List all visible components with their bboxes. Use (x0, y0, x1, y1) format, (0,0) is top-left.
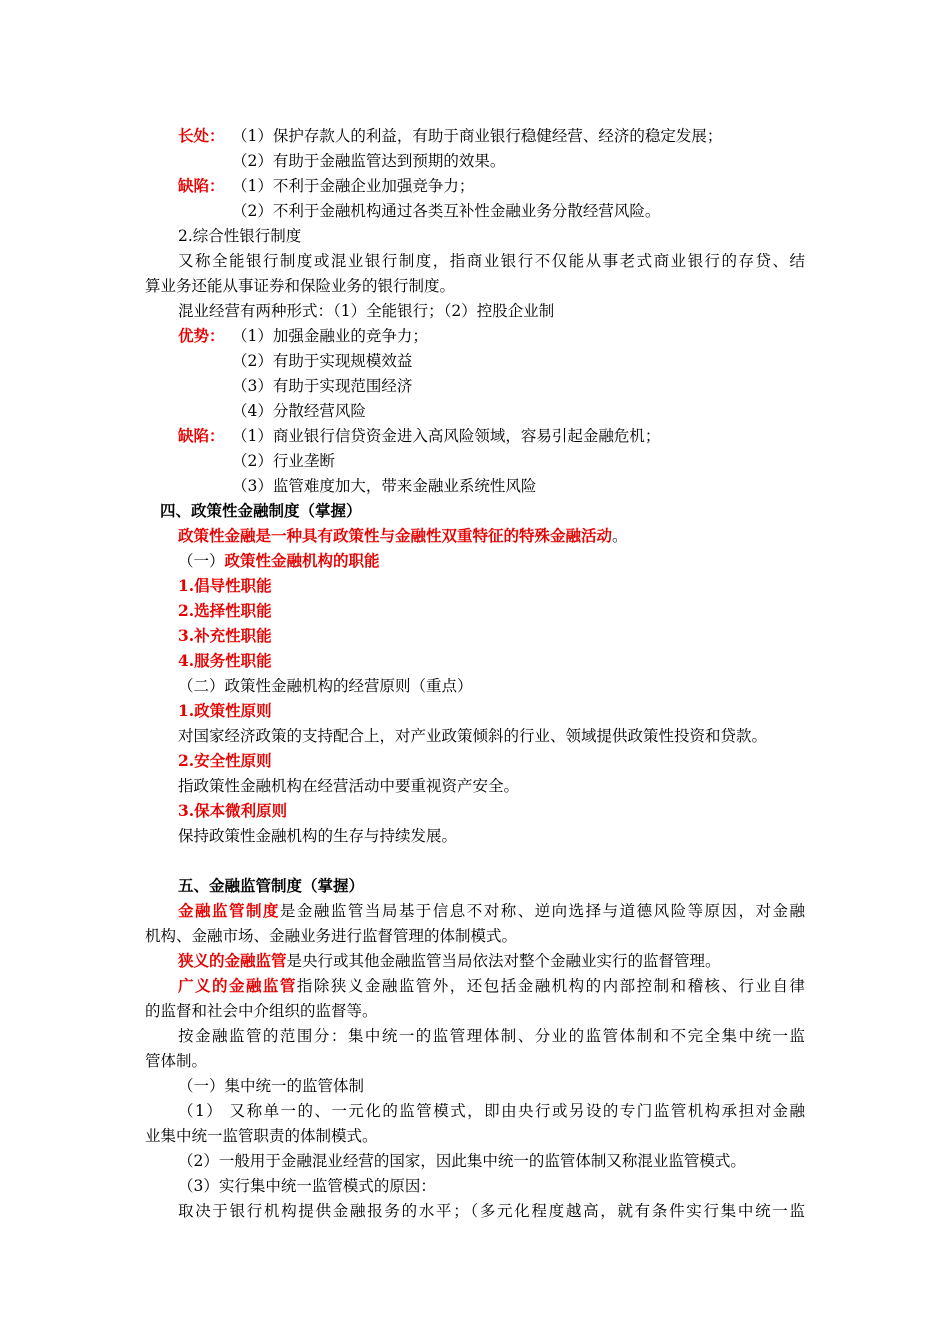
broad-term: 广义的金融监管 (178, 976, 297, 995)
broad-supervision-line-1 (178, 974, 805, 998)
adv-item-1: （1）加强金融业的竞争力； (232, 327, 428, 345)
unified-point-3: （3）实行集中统一监管模式的原因： (178, 1177, 436, 1195)
unified-reason: 取决于银行机构提供金融报务的水平；（多元化程度越高，就有条件实行集中统一监 (178, 1202, 805, 1220)
pros-item-2: （2）有助于金融监管达到预期的效果。 (232, 152, 506, 170)
cons-item-1: （1）不利于金融企业加强竞争力； (232, 177, 475, 195)
adv-label: 优势： (178, 326, 225, 345)
section-4-heading: 四、政策性金融制度（掌握） (160, 501, 362, 520)
section-5-heading: 五、金融监管制度（掌握） (178, 876, 365, 895)
function-2: 2.选择性职能 (178, 601, 272, 620)
subsection-1-prefix: （一） (178, 552, 225, 570)
disadv-item-2: （2）行业垄断 (232, 452, 335, 470)
principle-3-text: 保持政策性金融机构的生存与持续发展。 (178, 827, 458, 845)
universal-def-line-2: 算业务还能从事证券和保险业务的银行制度。 (145, 277, 456, 295)
supervision-def-line-1 (178, 899, 805, 923)
function-4: 4.服务性职能 (178, 651, 272, 670)
disadv-item-3: （3）监管难度加大，带来金融业系统性风险 (232, 477, 537, 495)
supervision-term: 金融监管制度 (178, 901, 280, 920)
pros-label: 长处： (178, 126, 225, 145)
principle-1-text: 对国家经济政策的支持配合上，对产业政策倾斜的行业、领域提供政策性投资和贷款。 (178, 727, 768, 745)
supervision-def-line-2: 机构、金融市场、金融业务进行监督管理的体制模式。 (145, 927, 518, 945)
scope-line-2: 管体制。 (145, 1052, 208, 1070)
function-1: 1.倡导性职能 (178, 576, 272, 595)
subsection-1-heading (178, 549, 380, 573)
unified-point-1-line-2: 业集中统一监管职责的体制模式。 (145, 1127, 378, 1145)
adv-item-3: （3）有助于实现范围经济 (232, 377, 413, 395)
principle-2-text: 指政策性金融机构在经营活动中要重视资产安全。 (178, 777, 520, 795)
scope-line-1: 按金融监管的范围分：集中统一的监管理体制、分业的监管体制和不完全集中统一监 (178, 1027, 805, 1045)
pros-item-1: （1）保护存款人的利益，有助于商业银行稳健经营、经济的稳定发展； (232, 127, 723, 145)
narrow-term: 狭义的金融监管 (178, 951, 287, 970)
adv-item-4: （4）分散经营风险 (232, 402, 366, 420)
principle-1: 1.政策性原则 (178, 701, 272, 720)
cons-item-2: （2）不利于金融机构通过各类互补性金融业务分散经营风险。 (232, 202, 661, 220)
mixed-forms: 混业经营有两种形式：（1）全能银行；（2）控股企业制 (178, 302, 555, 320)
broad-supervision-line-2: 的监督和社会中介组织的监督等。 (145, 1002, 378, 1020)
cons-label: 缺陷： (178, 176, 225, 195)
disadv-label: 缺陷： (178, 426, 225, 445)
adv-item-2: （2）有助于实现规模效益 (232, 352, 413, 370)
universal-def-line-1: 又称全能银行制度或混业银行制度，指商业银行不仅能从事老式商业银行的存贷、结 (178, 252, 805, 270)
narrow-supervision (178, 949, 721, 973)
principle-2: 2.安全性原则 (178, 751, 272, 770)
section-4-definition-red: 政策性金融是一种具有政策性与金融性双重特征的特殊金融活动 (178, 526, 613, 545)
broad-def-1: 指除狭义金融监管外，还包括金融机构的内部控制和稽核、行业自律 (296, 977, 805, 995)
unified-point-2: （2）一般用于金融混业经营的国家，因此集中统一的监管体制又称混业监管模式。 (178, 1152, 746, 1170)
subsection-1-title: 政策性金融机构的职能 (224, 551, 380, 570)
subsection-2-heading: （二）政策性金融机构的经营原则（重点） (178, 677, 473, 695)
section-4-definition-tail: 。 (612, 527, 628, 545)
section-4-definition (178, 524, 628, 548)
function-3: 3.补充性职能 (178, 626, 272, 645)
unified-heading: （一）集中统一的监管体制 (178, 1077, 365, 1095)
principle-3: 3.保本微利原则 (178, 801, 288, 820)
unified-point-1-line-1: （1） 又称单一的、一元化的监管模式，即由央行或另设的专门监管机构承担对金融 (178, 1102, 805, 1120)
universal-heading: 2.综合性银行制度 (178, 227, 302, 245)
disadv-item-1: （1）商业银行信贷资金进入高风险领域，容易引起金融危机； (232, 427, 661, 445)
supervision-def-1: 是金融监管当局基于信息不对称、逆向选择与道德风险等原因，对金融 (279, 902, 805, 920)
narrow-def: 是央行或其他金融监管当局依法对整个金融业实行的监督管理。 (286, 952, 721, 970)
